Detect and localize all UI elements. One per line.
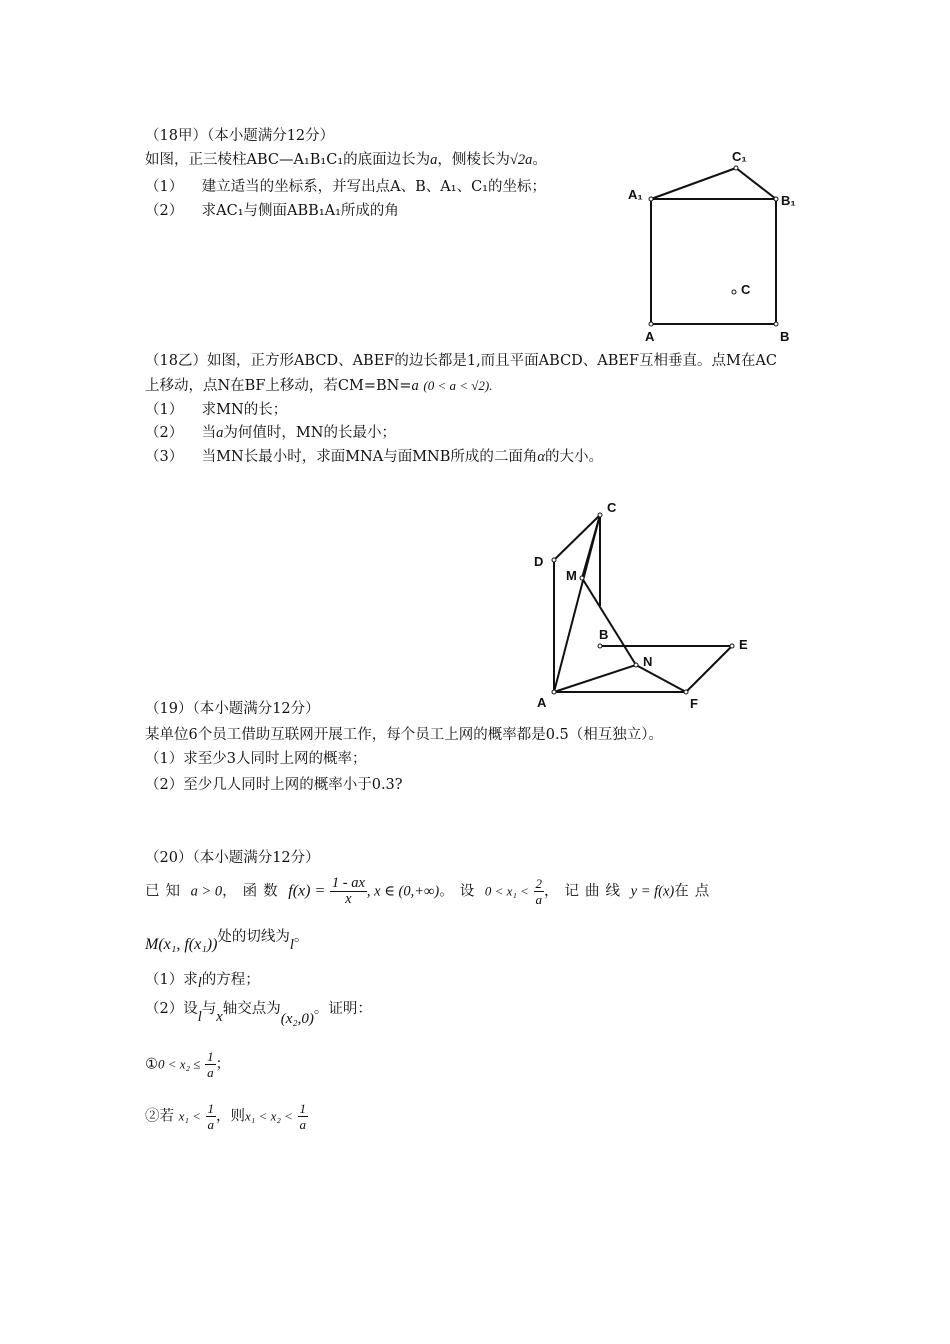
q19-item1: （1）求至少3人同时上网的概率； — [145, 751, 367, 767]
edge-e-f — [686, 646, 732, 692]
q20-line2: M(x₁, f(x₁))处的切线为l。 — [145, 929, 309, 953]
label-a: A — [537, 695, 547, 710]
label-a: A — [645, 329, 655, 344]
label-f: F — [690, 696, 698, 711]
sqrt-expr: √2a — [509, 152, 533, 168]
q20-proof1: ①0 < x₂ ≤ $\frac{1}{a}$ ； — [145, 1049, 231, 1080]
label-a1: A₁ — [628, 187, 643, 202]
label-c: C — [607, 500, 617, 515]
q18a-title: （18甲）（本小题满分12分） — [145, 128, 335, 144]
segment-m-n — [582, 578, 636, 665]
q20-proof2: ②若 x₁ < $\frac{1}{a}$ ，则x₁ < x₂ < $\frac{1}{a}$ — [145, 1101, 307, 1132]
q20-line1: 已知 a > 0，函数 f(x) = $\frac{1 - ax}{x}$ , x ∈ (0,+∞)。设 0 < x₁ < $\frac{2}{a}$ ，记曲线 y = f(x)在点 — [145, 875, 716, 907]
q18a-item1: （1） 建立适当的坐标系，并写出点A、B、A₁、C₁的坐标； — [145, 179, 546, 195]
segment-a-n — [554, 665, 636, 692]
label-e: E — [739, 637, 748, 652]
q18b-item3: （3） 当MN长最小时，求面MNA与面MNB所成的二面角α的大小。 — [145, 449, 604, 465]
label-n: N — [643, 654, 653, 669]
label-b: B — [780, 329, 790, 344]
label-m: M — [566, 568, 577, 583]
var-a: a — [430, 152, 438, 168]
label-b1: B₁ — [781, 193, 796, 208]
q18a-intro: 如图，正三棱柱ABC—A₁B₁C₁的底面边长为a，侧棱长为√2a。 — [145, 152, 547, 168]
q19-title: （19）（本小题满分12分） — [145, 701, 320, 717]
q18b-line1: （18乙）如图，正方形ABCD、ABEF的边长都是1,而且平面ABCD、ABEF互相垂直。点M在AC — [145, 353, 777, 369]
q18b-line2: 上移动，点N在BF上移动，若CM=BN=a (0 < a < √2). — [145, 378, 493, 394]
q19-body: 某单位6个员工借助互联网开展工作，每个员工上网的概率都是0.5（相互独立）。 — [145, 727, 664, 743]
q19-item2: （2）至少几人同时上网的概率小于0.3? — [145, 777, 403, 793]
q18b-item1: （1） 求MN的长； — [145, 402, 288, 418]
label-d: D — [534, 554, 544, 569]
label-c: C — [741, 282, 751, 297]
q20-item1: （1）求l的方程； — [145, 972, 260, 991]
q18a-item2: （2） 求AC₁与侧面ABB₁A₁所成的角 — [145, 203, 399, 219]
label-b: B — [599, 627, 609, 642]
frac-f: $\frac{1 - ax}{x}$ — [331, 875, 365, 907]
label-c1: C₁ — [732, 149, 747, 164]
q20-item2: （2）设l与x轴交点为(x₂,0)。证明： — [145, 1001, 372, 1027]
q18b-item2: （2） 当a为何值时，MN的长最小； — [145, 425, 396, 441]
segment-n-f — [636, 665, 686, 692]
q20-title: （20）（本小题满分12分） — [145, 850, 320, 866]
